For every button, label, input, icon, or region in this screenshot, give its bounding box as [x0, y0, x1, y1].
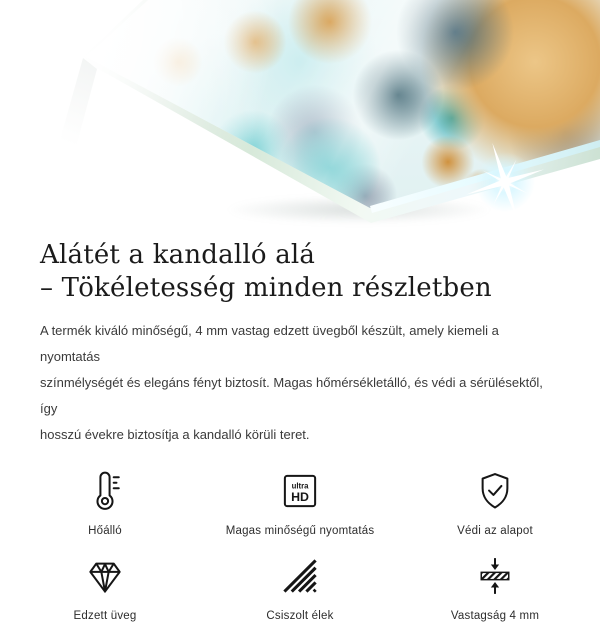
ultra-hd-icon-text-top: ultra	[291, 481, 309, 491]
page-title-line2: – Tökéletesség minden részletben	[40, 273, 492, 303]
feature-item	[170, 553, 430, 622]
thickness-icon	[473, 553, 517, 599]
shield-check-icon	[473, 468, 517, 514]
feature-label: Védi az alapot	[457, 525, 533, 537]
description-line: A termék kiváló minőségű, 4 mm vastag edzett üvegből készült, amely kiemeli a nyomtatás	[40, 323, 499, 364]
product-image	[0, 0, 600, 232]
product-description	[40, 318, 560, 448]
feature-label: Magas minőségű nyomtatás	[225, 525, 375, 537]
feature-label: Csiszolt élek	[266, 610, 334, 622]
ultra-hd-icon	[278, 468, 322, 514]
page-title-line1: Alátét a kandalló alá	[40, 240, 316, 270]
feature-item	[170, 468, 430, 537]
feature-item	[40, 553, 170, 622]
ultra-hd-icon-text-bottom: HD	[291, 490, 309, 505]
thermometer-icon	[83, 468, 127, 514]
feature-item	[430, 553, 560, 622]
description-line: hosszú évekre biztosítja a kandalló körüli teret.	[40, 427, 310, 442]
feature-item	[40, 468, 170, 537]
feature-label: Vastagság 4 mm	[450, 610, 540, 622]
page-title	[40, 239, 560, 305]
features-grid	[40, 468, 560, 622]
feature-label: Hőálló	[88, 525, 122, 537]
feature-label: Edzett üveg	[73, 610, 137, 622]
sparkle-icon	[462, 139, 548, 225]
description-line: színmélységét és elegáns fényt biztosít. Magas hőmérsékletálló, és védi a sérülésektől, így	[40, 375, 543, 416]
polished-edges-icon	[278, 553, 322, 599]
diamond-icon	[83, 553, 127, 599]
feature-item	[430, 468, 560, 537]
